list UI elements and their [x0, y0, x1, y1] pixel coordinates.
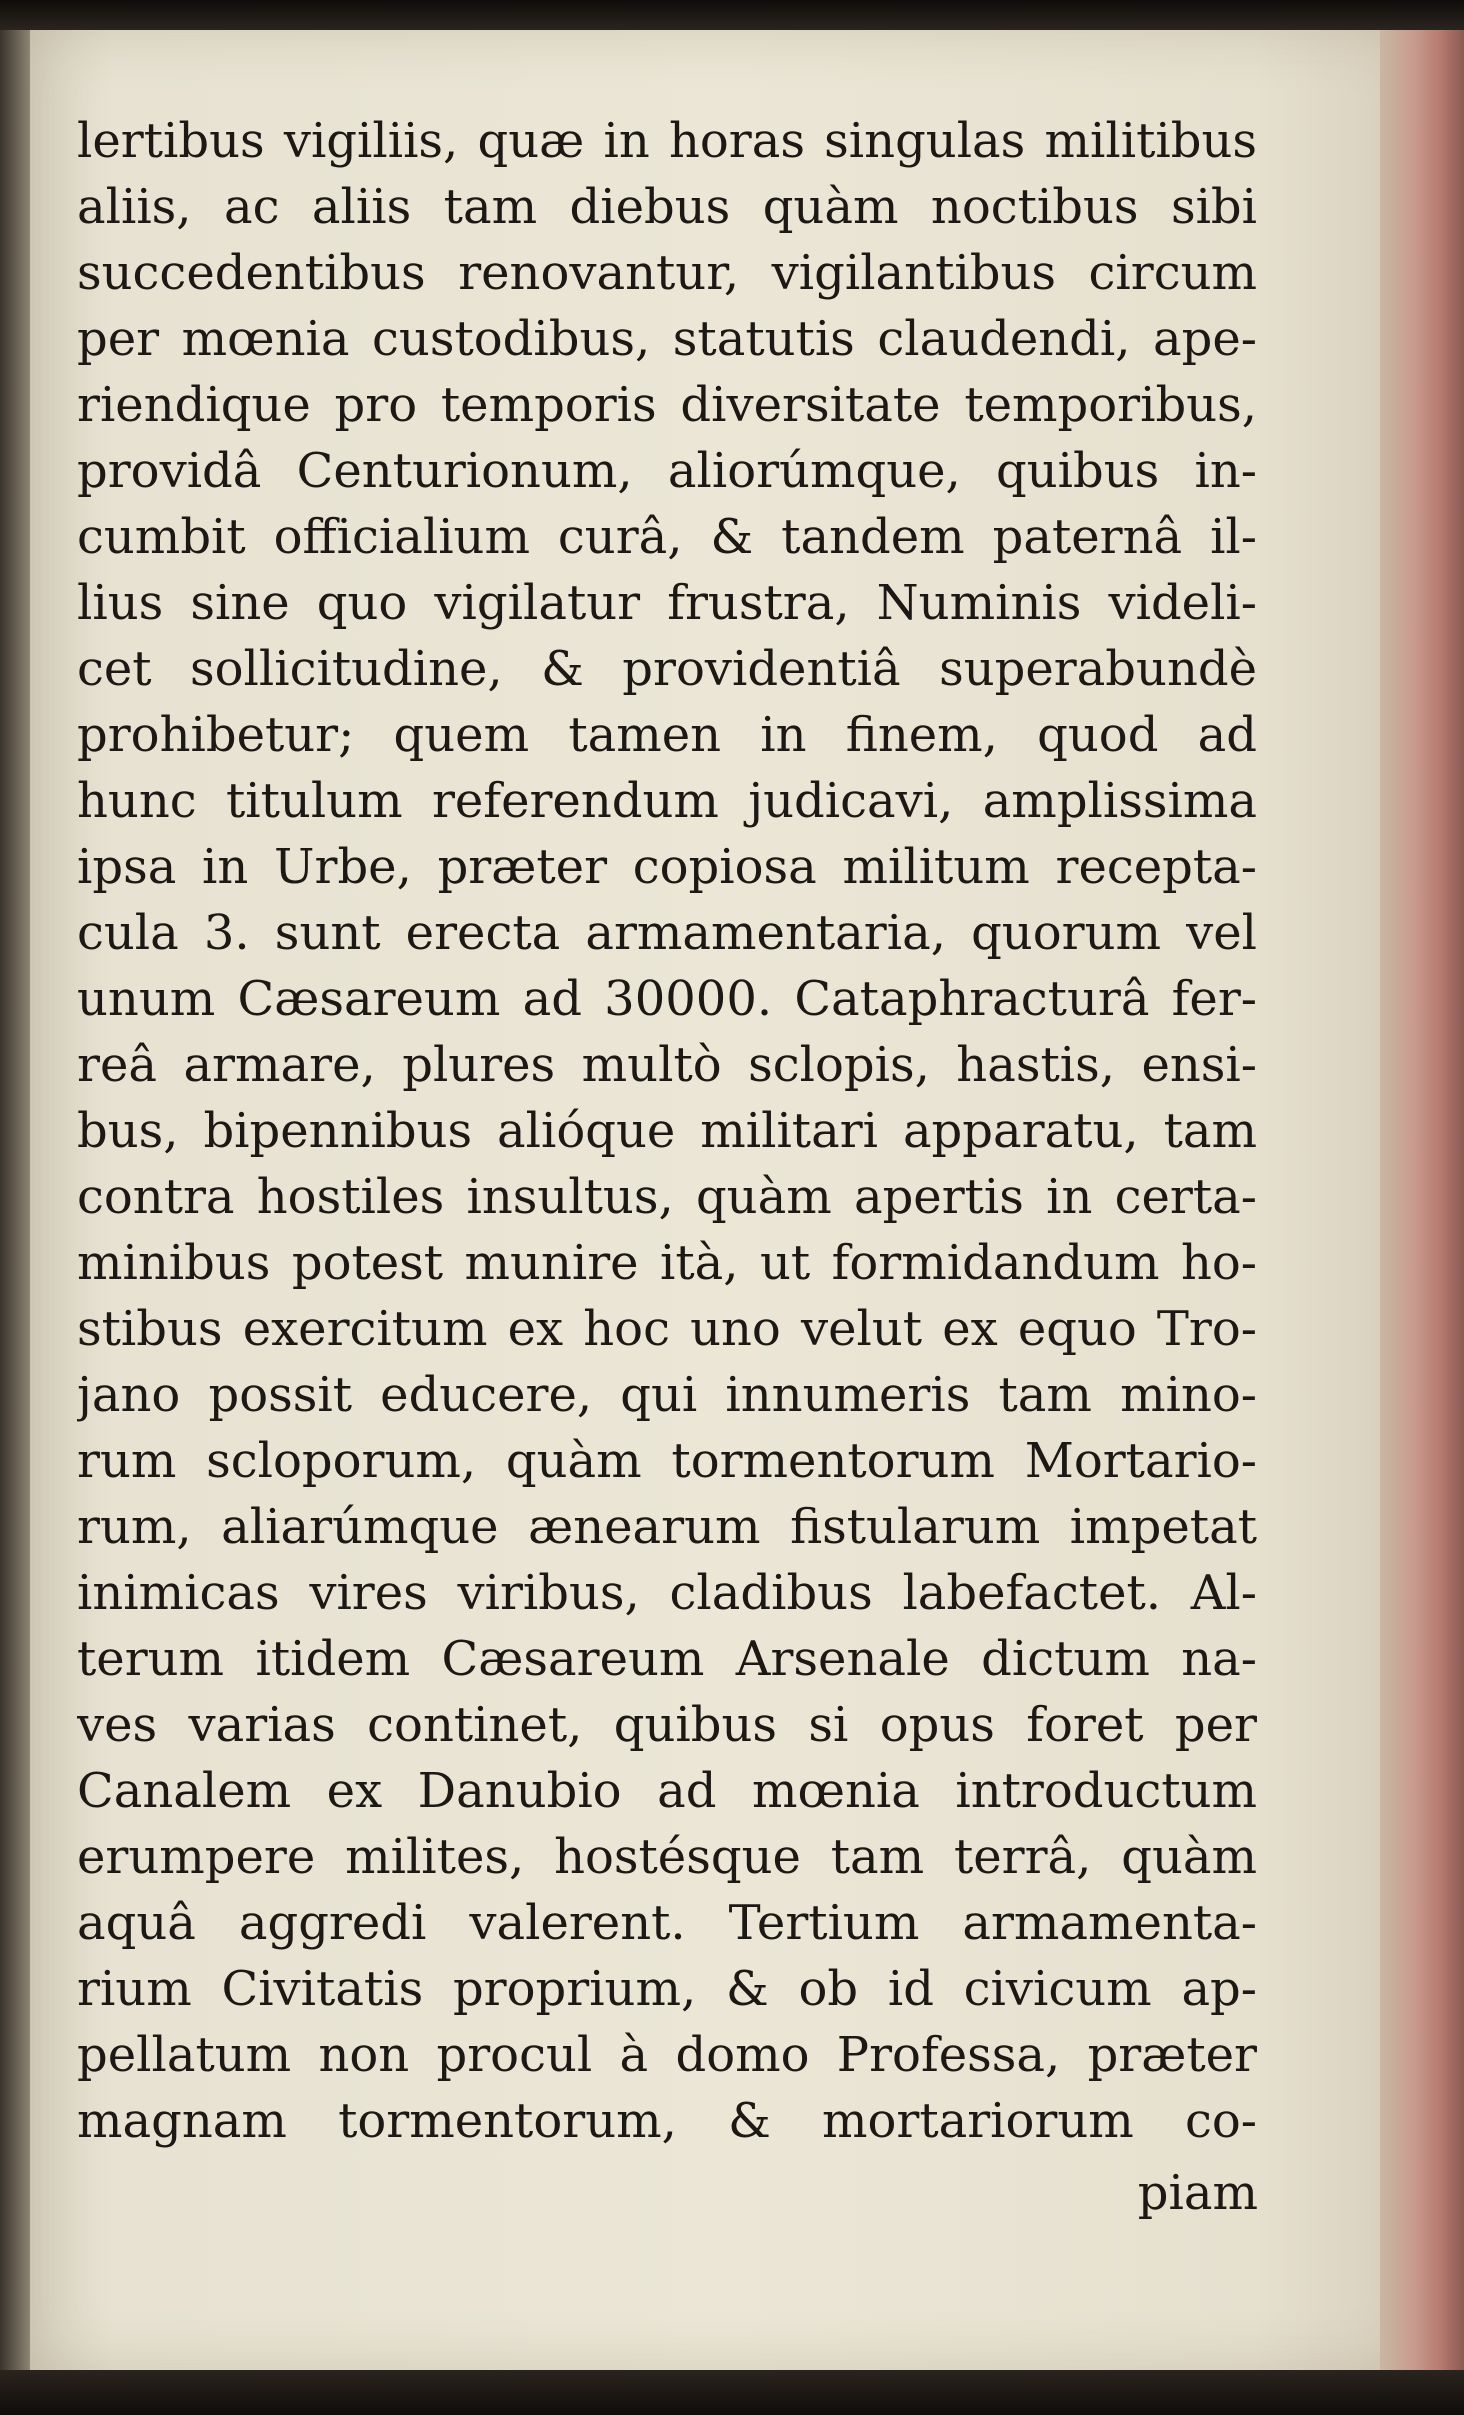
text-line: aliis, ac aliis tam diebus quàm noctibus sibi	[77, 179, 1257, 235]
text-line: aquâ aggredi valerent. Tertium armamenta-	[77, 1895, 1257, 1951]
text-line: erumpere milites, hostésque tam terrâ, quàm	[77, 1829, 1257, 1885]
text-line: minibus potest munire ità, ut formidandum ho-	[77, 1235, 1257, 1291]
text-line: rum, aliarúmque ænearum fistularum impetat	[77, 1499, 1257, 1555]
text-line: inimicas vires viribus, cladibus labefactet. Al-	[77, 1565, 1257, 1621]
text-line: prohibetur; quem tamen in finem, quod ad	[77, 707, 1257, 763]
catchword: piam	[1137, 2165, 1258, 2221]
text-line: contra hostiles insultus, quàm apertis in certa-	[77, 1169, 1257, 1225]
text-line: succedentibus renovantur, vigilantibus circum	[77, 245, 1257, 301]
text-line: reâ armare, plures multò sclopis, hastis, ensi-	[77, 1037, 1257, 1093]
text-line: cet sollicitudine, & providentiâ superabundè	[77, 641, 1257, 697]
scan-bottom-edge	[0, 2370, 1464, 2415]
text-line: bus, bipennibus alióque militari apparatu, tam	[77, 1103, 1257, 1159]
text-line: terum itidem Cæsareum Arsenale dictum na-	[77, 1631, 1257, 1687]
text-line: cumbit officialium curâ, & tandem paternâ il-	[77, 509, 1257, 565]
text-line: magnam tormentorum, & mortariorum co-	[77, 2093, 1257, 2149]
text-line: ves varias continet, quibus si opus foret per	[77, 1697, 1257, 1753]
text-line: jano possit educere, qui innumeris tam mino-	[77, 1367, 1257, 1423]
text-line: providâ Centurionum, aliorúmque, quibus in-	[77, 443, 1257, 499]
text-line: riendique pro temporis diversitate temporibus,	[77, 377, 1257, 433]
body-text	[77, 108, 1257, 2154]
text-line: rium Civitatis proprium, & ob id civicum ap-	[77, 1961, 1257, 2017]
text-line: ipsa in Urbe, præter copiosa militum recepta-	[77, 839, 1257, 895]
text-line: unum Cæsareum ad 30000. Cataphracturâ fer-	[77, 971, 1257, 1027]
text-line: cula 3. sunt erecta armamentaria, quorum vel	[77, 905, 1257, 961]
text-line: stibus exercitum ex hoc uno velut ex equo Tro-	[77, 1301, 1257, 1357]
text-line: lertibus vigiliis, quæ in horas singulas militibus	[77, 113, 1257, 169]
text-line: hunc titulum referendum judicavi, amplissima	[77, 773, 1257, 829]
text-line: lius sine quo vigilatur frustra, Numinis videli-	[77, 575, 1257, 631]
page-edge-red	[1380, 30, 1464, 2370]
book-gutter	[0, 30, 30, 2415]
scan-top-edge	[0, 0, 1464, 30]
text-line: per mœnia custodibus, statutis claudendi, ape-	[77, 311, 1257, 367]
text-line: rum scloporum, quàm tormentorum Mortario-	[77, 1433, 1257, 1489]
text-line: pellatum non procul à domo Professa, præter	[77, 2027, 1257, 2083]
text-line: Canalem ex Danubio ad mœnia introductum	[77, 1763, 1257, 1819]
